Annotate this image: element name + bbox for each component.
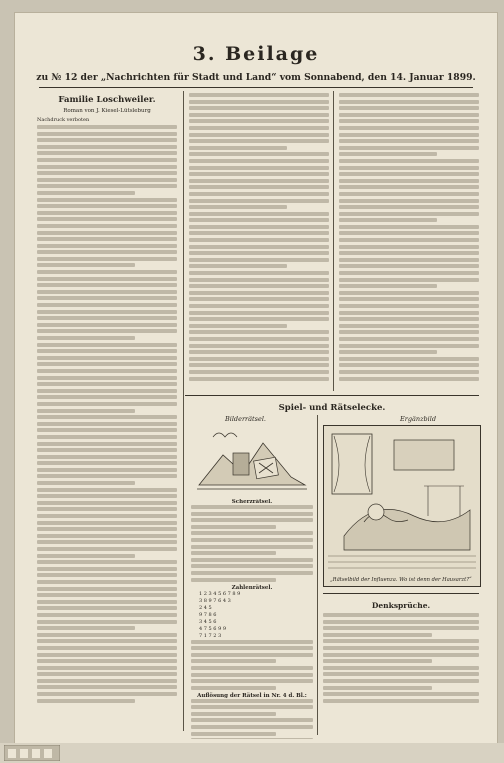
text-line — [191, 640, 313, 644]
text-line — [191, 505, 313, 509]
supplement-title: 3. Beilage — [192, 43, 320, 65]
text-line — [37, 257, 177, 261]
text-line — [37, 395, 177, 399]
text-line — [339, 179, 479, 183]
text-line — [189, 126, 329, 130]
ergaenzbild-picture — [323, 425, 481, 587]
novel-byline: Roman von J. Kiesel-Lütsleburg — [63, 108, 151, 114]
text-line — [189, 350, 329, 354]
newspaper-page — [14, 12, 498, 744]
text-line — [339, 146, 479, 150]
text-line — [189, 218, 329, 222]
text-line — [189, 238, 329, 242]
text-line — [37, 270, 177, 274]
text-line — [37, 481, 135, 485]
text-line — [189, 205, 287, 209]
text-line — [37, 573, 177, 577]
text-line — [37, 244, 177, 248]
text-line — [37, 468, 177, 472]
text-line — [37, 349, 177, 353]
text-line — [37, 369, 177, 373]
text-line — [37, 171, 177, 175]
puzzle-section-title: Spiel- und Rätselecke. — [278, 403, 386, 413]
ergaenzbild-caption: „Rätselbild der Influenza. Wo ist denn der Hausarzt?“ — [330, 577, 472, 583]
text-line — [37, 316, 177, 320]
text-line — [37, 290, 177, 294]
aufloesung-lines — [191, 699, 313, 739]
text-line — [191, 712, 276, 716]
text-line — [37, 646, 177, 650]
text-line — [339, 258, 479, 262]
text-line — [189, 166, 329, 170]
text-line — [37, 600, 177, 604]
text-line — [339, 291, 479, 295]
text-line — [189, 251, 329, 255]
text-line — [339, 317, 479, 321]
text-line — [37, 501, 177, 505]
text-line — [37, 448, 177, 452]
zahlenraetsel-rows — [191, 591, 313, 640]
text-line — [37, 521, 177, 525]
text-line — [37, 329, 177, 333]
text-line — [37, 283, 177, 287]
text-line — [339, 324, 479, 328]
text-line — [37, 672, 177, 676]
text-line — [189, 159, 329, 163]
text-line — [189, 113, 329, 117]
text-line — [191, 666, 313, 670]
text-line — [191, 512, 313, 516]
number-row: 9 7 8 6 — [199, 611, 217, 618]
text-line — [339, 139, 479, 143]
text-line — [37, 488, 177, 492]
column-divider-3 — [317, 415, 318, 735]
text-line — [37, 494, 177, 498]
scherzraetsel-block — [191, 499, 313, 739]
text-line — [37, 184, 177, 188]
reprint-note: Nachdruck verboten — [37, 117, 90, 123]
text-line — [339, 363, 479, 367]
text-line — [37, 659, 177, 663]
text-line — [339, 370, 479, 374]
text-line — [339, 245, 479, 249]
text-line — [339, 205, 479, 209]
text-line — [189, 119, 329, 123]
number-row: 2 4 5 — [199, 604, 212, 611]
text-line — [37, 125, 177, 129]
text-line — [37, 534, 177, 538]
text-line — [189, 297, 329, 301]
text-line — [189, 337, 329, 341]
text-line — [189, 271, 329, 275]
text-line — [37, 666, 177, 670]
text-line — [37, 158, 177, 162]
text-line — [339, 344, 479, 348]
text-line — [191, 646, 313, 650]
text-line — [189, 179, 329, 183]
left-column-text-lines — [37, 125, 177, 703]
text-line — [339, 231, 479, 235]
scherzraetsel-title: Scherzrätsel. — [231, 499, 273, 505]
text-line — [323, 639, 479, 643]
denksprueche-block — [323, 597, 479, 727]
text-line — [37, 606, 177, 610]
text-line — [323, 692, 479, 696]
text-line — [37, 376, 177, 380]
text-line — [191, 564, 313, 568]
text-line — [191, 578, 276, 582]
zahlenraetsel-text-lines — [191, 640, 313, 690]
text-line — [339, 271, 479, 275]
text-line — [189, 192, 329, 196]
text-line — [37, 442, 177, 446]
text-line — [339, 100, 479, 104]
text-line — [37, 204, 177, 208]
supplement-subtitle: zu № 12 der „Nachrichten für Stadt und Land“ vom Sonnabend, den 14. Januar 1899. — [36, 72, 476, 83]
text-line — [323, 679, 479, 683]
text-line — [339, 133, 479, 137]
text-line — [189, 231, 329, 235]
text-line — [37, 296, 177, 300]
right-column-text-lines — [339, 93, 479, 381]
text-line — [339, 199, 479, 203]
text-line — [37, 580, 177, 584]
text-line — [37, 435, 177, 439]
text-line — [191, 679, 313, 683]
text-line — [189, 264, 287, 268]
text-line — [339, 212, 479, 216]
text-line — [339, 330, 479, 334]
text-line — [189, 146, 287, 150]
text-line — [37, 343, 177, 347]
text-line — [189, 291, 329, 295]
text-line — [37, 620, 177, 624]
text-line — [37, 514, 177, 518]
text-line — [339, 264, 479, 268]
text-line — [191, 738, 313, 739]
text-line — [189, 363, 329, 367]
text-line — [37, 547, 177, 551]
header-rule — [39, 87, 473, 88]
column-divider-2 — [333, 91, 334, 391]
text-line — [189, 106, 329, 110]
text-line — [323, 620, 479, 624]
text-line — [37, 231, 177, 235]
text-line — [323, 653, 479, 657]
number-row: 3 4 5 6 — [199, 618, 217, 625]
text-line — [37, 455, 177, 459]
text-line — [37, 685, 177, 689]
text-line — [339, 113, 479, 117]
text-line — [189, 357, 329, 361]
text-line — [37, 593, 177, 597]
text-line — [191, 659, 276, 663]
text-line — [189, 133, 329, 137]
text-line — [323, 613, 479, 617]
text-line — [37, 428, 177, 432]
text-line — [37, 422, 177, 426]
text-line — [339, 192, 479, 196]
text-line — [37, 633, 177, 637]
column-divider-1 — [183, 91, 184, 731]
text-line — [189, 93, 329, 97]
text-line — [339, 106, 479, 110]
text-line — [339, 126, 479, 130]
text-line — [323, 686, 432, 690]
text-line — [37, 224, 177, 228]
text-line — [189, 212, 329, 216]
text-line — [191, 558, 313, 562]
text-line — [339, 159, 479, 163]
text-line — [191, 732, 276, 736]
text-line — [339, 119, 479, 123]
text-line — [189, 317, 329, 321]
middle-column-text-lines — [189, 93, 329, 381]
text-line — [191, 571, 313, 575]
text-line — [189, 245, 329, 249]
text-line — [191, 673, 313, 677]
text-line — [339, 93, 479, 97]
text-line — [37, 474, 177, 478]
text-line — [37, 389, 177, 393]
text-line — [339, 172, 479, 176]
scherzraetsel-lines — [191, 505, 313, 582]
text-line — [339, 218, 437, 222]
text-line — [189, 377, 329, 381]
text-line — [339, 297, 479, 301]
scan-footer-strip — [0, 743, 504, 763]
text-line — [189, 139, 329, 143]
number-row: 3 8 9 7 6 4 3 — [199, 597, 231, 604]
text-line — [189, 330, 329, 334]
text-line — [189, 258, 329, 262]
text-line — [189, 100, 329, 104]
text-line — [37, 145, 177, 149]
bilderraetsel-illustration — [193, 425, 311, 495]
text-line — [339, 278, 479, 282]
ergaenzbild-drawing — [324, 426, 480, 586]
text-line — [191, 705, 313, 709]
text-line — [37, 679, 177, 683]
text-line — [339, 225, 479, 229]
zahlenraetsel-title: Zahlenrätsel. — [231, 584, 273, 591]
number-row: 1 2 3 4 5 6 7 8 9 — [199, 590, 241, 597]
text-line — [37, 323, 177, 327]
text-line — [189, 199, 329, 203]
text-line — [189, 304, 329, 308]
text-line — [323, 646, 479, 650]
text-line — [37, 362, 177, 366]
text-line — [323, 633, 432, 637]
text-line — [189, 311, 329, 315]
text-line — [339, 251, 479, 255]
number-row: 4 7 5 6 9 9 — [199, 625, 227, 632]
left-column — [37, 93, 177, 733]
text-line — [37, 653, 177, 657]
right-column — [339, 93, 479, 393]
text-line — [191, 525, 276, 529]
text-line — [37, 692, 177, 696]
denksprueche-lines — [323, 613, 479, 703]
text-line — [189, 344, 329, 348]
library-stamp-icon — [4, 745, 60, 761]
text-line — [37, 310, 177, 314]
text-line — [37, 415, 177, 419]
text-line — [189, 225, 329, 229]
text-line — [189, 185, 329, 189]
aufloesung-title: Auflösung der Rätsel in Nr. 4 d. Bl.: — [197, 692, 307, 699]
text-line — [339, 377, 479, 381]
text-line — [339, 284, 437, 288]
text-line — [37, 198, 177, 202]
text-line — [37, 211, 177, 215]
puzzle-section-rule — [185, 395, 479, 396]
text-line — [323, 666, 479, 670]
text-line — [191, 718, 313, 722]
text-line — [37, 217, 177, 221]
number-row: 7 1 7 2 3 — [199, 632, 222, 639]
text-line — [339, 166, 479, 170]
text-line — [191, 538, 313, 542]
text-line — [323, 659, 432, 663]
bilderraetsel-label: Bilderrätsel. — [225, 415, 266, 423]
text-line — [189, 152, 329, 156]
text-line — [323, 672, 479, 676]
text-line — [189, 284, 329, 288]
text-line — [339, 337, 479, 341]
text-line — [37, 178, 177, 182]
text-line — [37, 461, 177, 465]
text-line — [37, 356, 177, 360]
text-line — [37, 587, 177, 591]
text-line — [37, 409, 135, 413]
text-line — [191, 699, 313, 703]
text-line — [191, 545, 313, 549]
text-line — [189, 370, 329, 374]
text-line — [323, 626, 479, 630]
text-line — [323, 699, 479, 703]
text-line — [37, 554, 135, 558]
text-line — [339, 357, 479, 361]
text-line — [37, 263, 135, 267]
novel-heading: Familie Loschweiler. — [58, 95, 156, 105]
text-line — [339, 350, 437, 354]
text-line — [339, 152, 437, 156]
text-line — [37, 237, 177, 241]
denksprueche-rule — [323, 593, 479, 594]
text-line — [37, 560, 177, 564]
text-line — [37, 626, 135, 630]
text-line — [37, 567, 177, 571]
text-line — [339, 185, 479, 189]
text-line — [37, 250, 177, 254]
text-line — [191, 531, 313, 535]
text-line — [189, 324, 287, 328]
text-line — [37, 613, 177, 617]
text-line — [37, 191, 135, 195]
text-line — [37, 336, 135, 340]
text-line — [37, 138, 177, 142]
text-line — [37, 151, 177, 155]
text-line — [191, 551, 276, 555]
text-line — [37, 527, 177, 531]
text-line — [37, 165, 177, 169]
text-line — [37, 277, 177, 281]
ergaenzbild-label: Ergänzbild — [400, 415, 436, 423]
text-line — [191, 518, 313, 522]
middle-column — [189, 93, 329, 393]
text-line — [339, 311, 479, 315]
text-line — [37, 540, 177, 544]
text-line — [191, 653, 313, 657]
text-line — [189, 278, 329, 282]
text-line — [37, 699, 135, 703]
text-line — [191, 725, 313, 729]
text-line — [37, 132, 177, 136]
text-line — [37, 382, 177, 386]
text-line — [37, 507, 177, 511]
text-line — [37, 639, 177, 643]
text-line — [339, 304, 479, 308]
text-line — [37, 303, 177, 307]
text-line — [339, 238, 479, 242]
text-line — [189, 172, 329, 176]
text-line — [37, 402, 177, 406]
text-line — [191, 686, 276, 690]
denksprueche-title: Denksprüche. — [371, 601, 431, 610]
